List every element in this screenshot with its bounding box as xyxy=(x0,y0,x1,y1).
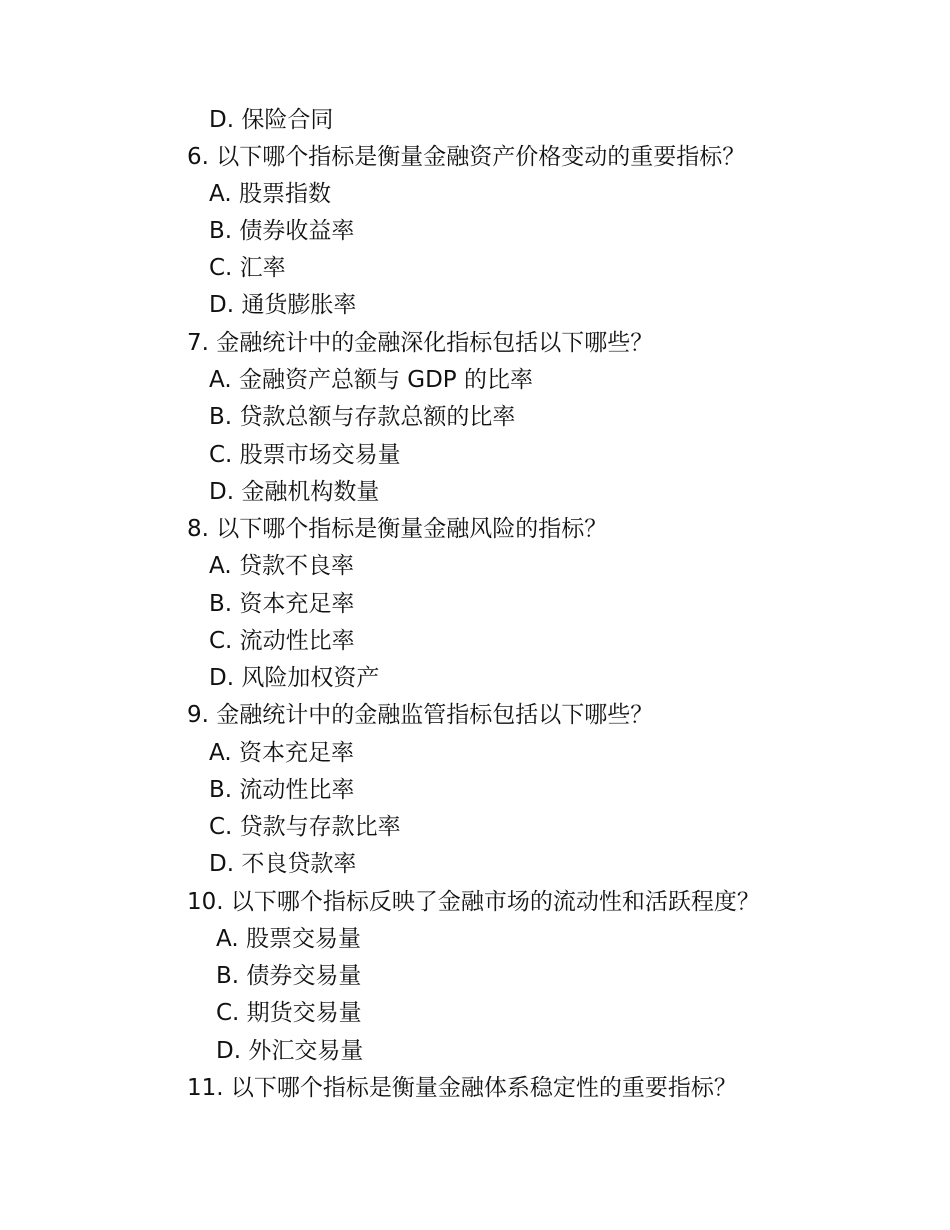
q9-option-b: B. 流动性比率 xyxy=(209,777,355,803)
q7-option-b: B. 贷款总额与存款总额的比率 xyxy=(209,404,516,430)
q10-option-a: A. 股票交易量 xyxy=(216,926,361,952)
q9-option-c: C. 贷款与存款比率 xyxy=(209,814,401,840)
q8-option-c: C. 流动性比率 xyxy=(209,628,355,654)
q6-option-c: C. 汇率 xyxy=(209,255,286,281)
question-6: 6. 以下哪个指标是衡量金融资产价格变动的重要指标？ xyxy=(187,144,746,170)
q5-option-d: D. 保险合同 xyxy=(209,107,334,133)
q6-option-d: D. 通货膨胀率 xyxy=(209,292,357,318)
q8-option-b: B. 资本充足率 xyxy=(209,591,355,617)
q10-option-b: B. 债券交易量 xyxy=(216,963,362,989)
q7-option-a: A. 金融资产总额与 GDP 的比率 xyxy=(209,367,533,393)
question-9: 9. 金融统计中的金融监管指标包括以下哪些？ xyxy=(187,702,654,728)
q6-option-b: B. 债券收益率 xyxy=(209,218,355,244)
question-8: 8. 以下哪个指标是衡量金融风险的指标？ xyxy=(187,516,608,542)
q6-option-a: A. 股票指数 xyxy=(209,181,331,207)
question-10: 10. 以下哪个指标反映了金融市场的流动性和活跃程度？ xyxy=(187,889,760,915)
question-11: 11. 以下哪个指标是衡量金融体系稳定性的重要指标？ xyxy=(187,1075,737,1101)
q10-option-d: D. 外汇交易量 xyxy=(216,1038,364,1064)
q8-option-a: A. 贷款不良率 xyxy=(209,553,354,579)
q9-option-d: D. 不良贷款率 xyxy=(209,851,357,877)
q7-option-c: C. 股票市场交易量 xyxy=(209,442,401,468)
q7-option-d: D. 金融机构数量 xyxy=(209,479,380,505)
question-7: 7. 金融统计中的金融深化指标包括以下哪些？ xyxy=(187,330,654,356)
q10-option-c: C. 期货交易量 xyxy=(216,1000,362,1026)
q8-option-d: D. 风险加权资产 xyxy=(209,665,380,691)
q9-option-a: A. 资本充足率 xyxy=(209,740,354,766)
